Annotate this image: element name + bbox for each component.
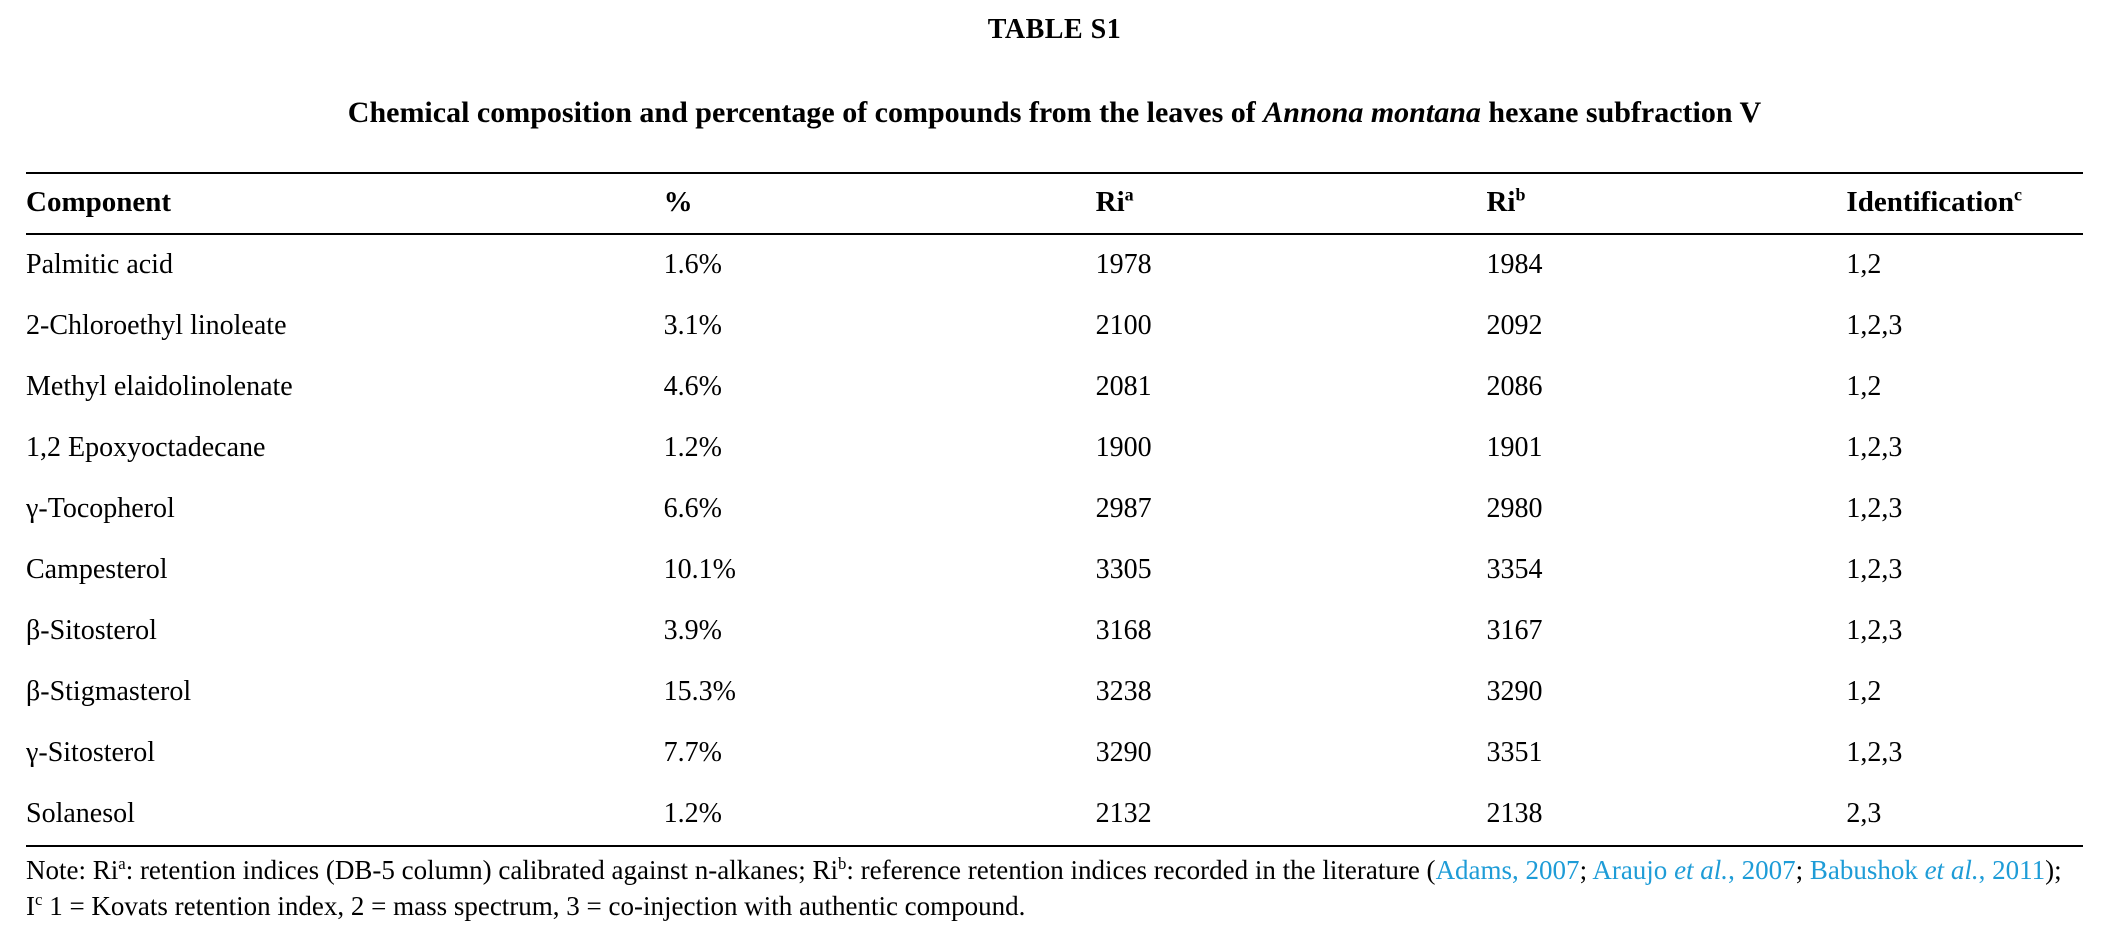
- col-header-component: Component: [26, 186, 172, 218]
- cell-identification: 1,2: [1846, 676, 1882, 707]
- cell-identification: 1,2,3: [1846, 310, 1903, 341]
- col-header-ri-a: [1096, 173, 1487, 234]
- cell-component: γ-Sitosterol: [26, 737, 156, 768]
- table-label: TABLE S1: [987, 14, 1122, 45]
- citation-link-adams-2007[interactable]: Adams, 2007: [1435, 855, 1580, 885]
- table-footnote: [26, 853, 2083, 925]
- cell-percent: 1.2%: [663, 432, 722, 463]
- cell-ri-a: 2081: [1095, 371, 1152, 402]
- cell-identification: 1,2,3: [1846, 737, 1903, 768]
- cell-ri-b: 1984: [1486, 249, 1543, 280]
- cell-identification: 1,2,3: [1846, 615, 1903, 646]
- citation-year: , 2007: [1728, 855, 1796, 885]
- cell-component: 2-Chloroethyl linoleate: [26, 310, 287, 341]
- citation-author: Araujo: [1592, 855, 1675, 885]
- cell-component: Palmitic acid: [26, 249, 173, 280]
- cell-ri-a: 1978: [1095, 249, 1152, 280]
- identification-superscript: c: [2013, 184, 2022, 205]
- note-superscript-b: b: [837, 854, 847, 873]
- table-row: [26, 296, 2083, 357]
- note-text: : reference retention indices recorded in the literature (: [846, 855, 1436, 885]
- cell-ri-a: 3168: [1095, 615, 1152, 646]
- cell-identification: 1,2: [1846, 371, 1882, 402]
- note-text: Note: Ri: [26, 855, 119, 885]
- cell-percent: 3.9%: [663, 615, 722, 646]
- cell-component: Campesterol: [26, 554, 168, 585]
- table-row: [26, 234, 2083, 296]
- cell-ri-b: 3351: [1486, 737, 1543, 768]
- cell-component: β-Stigmasterol: [26, 676, 192, 707]
- cell-identification: 1,2: [1846, 249, 1882, 280]
- table-row: [26, 418, 2083, 479]
- ri-a-superscript: a: [1124, 184, 1134, 205]
- citation-et-al: et al.: [1674, 855, 1729, 885]
- cell-ri-b: 2138: [1486, 798, 1543, 829]
- identification-label: Identification: [1846, 186, 2014, 218]
- col-header-ri-b: [1486, 173, 1846, 234]
- cell-percent: 15.3%: [663, 676, 736, 707]
- note-separator: ;: [1795, 855, 1810, 885]
- cell-ri-a: 2100: [1095, 310, 1152, 341]
- cell-percent: 10.1%: [663, 554, 736, 585]
- cell-ri-b: 2092: [1486, 310, 1543, 341]
- table-title-pre: Chemical composition and percentage of compounds from the leaves of: [347, 96, 1264, 129]
- citation-author: Babushok: [1809, 855, 1925, 885]
- cell-component: 1,2 Epoxyoctadecane: [26, 432, 266, 463]
- table-row: [26, 662, 2083, 723]
- cell-identification: 1,2,3: [1846, 432, 1903, 463]
- species-name: Annona montana: [1263, 96, 1481, 129]
- cell-percent: 7.7%: [663, 737, 722, 768]
- table-row: [26, 357, 2083, 418]
- note-superscript-a: a: [118, 854, 126, 873]
- table-title: [26, 96, 2083, 130]
- header-row: [26, 173, 2083, 234]
- cell-ri-b: 2086: [1486, 371, 1543, 402]
- cell-identification: 2,3: [1846, 798, 1882, 829]
- ri-a-label: Ri: [1095, 186, 1125, 218]
- cell-ri-b: 1901: [1486, 432, 1543, 463]
- cell-percent: 6.6%: [663, 493, 722, 524]
- cell-component: γ-Tocopherol: [26, 493, 175, 524]
- note-text: : retention indices (DB-5 column) calibrated against n-alkanes; Ri: [125, 855, 838, 885]
- citation-link-babushok-2011[interactable]: [1810, 855, 2045, 885]
- cell-identification: 1,2,3: [1846, 493, 1903, 524]
- note-superscript-c: c: [35, 889, 43, 909]
- ri-b-superscript: b: [1515, 184, 1526, 205]
- table-title-post: hexane subfraction V: [1480, 96, 1762, 129]
- col-header-percent: %: [663, 186, 693, 218]
- cell-percent: 4.6%: [663, 371, 722, 402]
- cell-component: Solanesol: [26, 798, 135, 829]
- cell-ri-a: 3290: [1095, 737, 1152, 768]
- table-row: [26, 601, 2083, 662]
- cell-identification: 1,2,3: [1846, 554, 1903, 585]
- note-text: ); I: [26, 855, 2062, 921]
- cell-ri-b: 3290: [1486, 676, 1543, 707]
- note-text: 1 = Kovats retention index, 2 = mass spectrum, 3 = co-injection with authentic compound.: [42, 890, 1026, 921]
- cell-ri-a: 1900: [1095, 432, 1152, 463]
- citation-et-al: et al.: [1924, 855, 1979, 885]
- cell-ri-b: 3354: [1486, 554, 1543, 585]
- citation-year: , 2011: [1978, 855, 2046, 885]
- cell-ri-a: 2987: [1095, 493, 1152, 524]
- note-separator: ;: [1579, 855, 1593, 885]
- col-header-identification: [1846, 173, 2083, 234]
- cell-component: β-Sitosterol: [26, 615, 157, 646]
- cell-ri-b: 2980: [1486, 493, 1543, 524]
- citation-link-araujo-2007[interactable]: [1592, 855, 1795, 885]
- table-row: [26, 540, 2083, 601]
- table-row: [26, 479, 2083, 540]
- cell-ri-a: 3305: [1095, 554, 1152, 585]
- cell-percent: 1.6%: [663, 249, 722, 280]
- cell-percent: 3.1%: [663, 310, 722, 341]
- table-row: [26, 784, 2083, 846]
- table-row: [26, 723, 2083, 784]
- cell-percent: 1.2%: [663, 798, 722, 829]
- ri-b-label: Ri: [1486, 186, 1516, 218]
- composition-table: [26, 172, 2083, 847]
- cell-component: Methyl elaidolinolenate: [26, 371, 293, 402]
- cell-ri-a: 3238: [1095, 676, 1152, 707]
- cell-ri-a: 2132: [1095, 798, 1152, 829]
- cell-ri-b: 3167: [1486, 615, 1543, 646]
